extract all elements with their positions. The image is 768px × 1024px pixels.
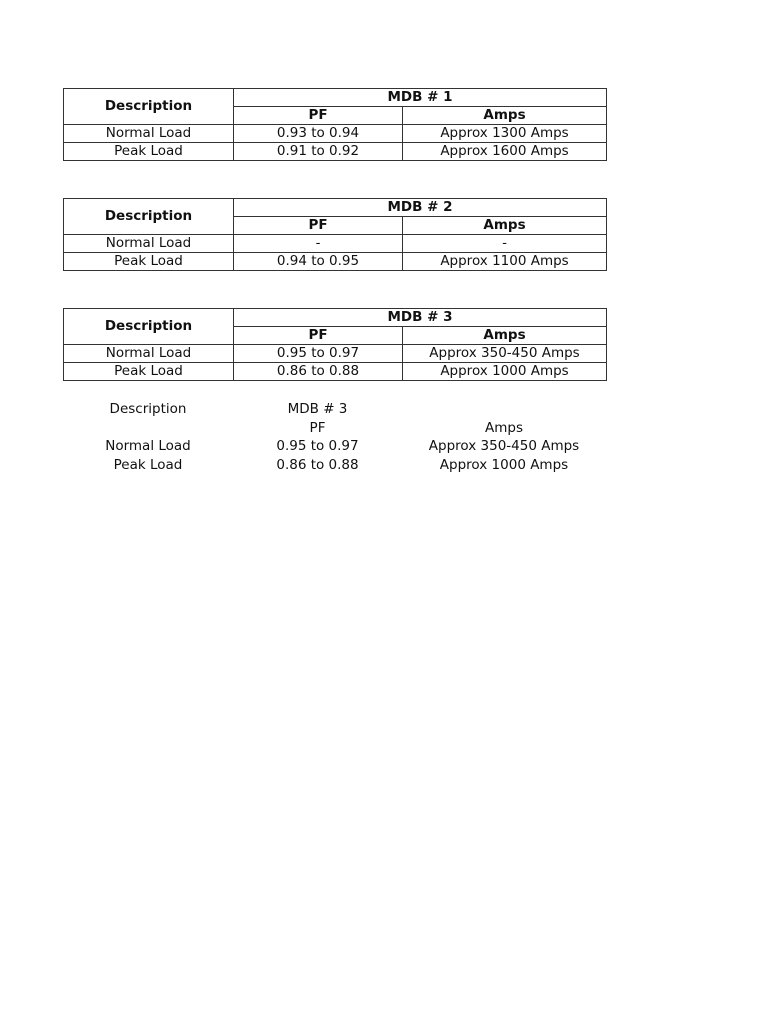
mdb-group-header: MDB # 3 [234, 309, 607, 327]
pf-value: 0.95 to 0.97 [234, 345, 403, 363]
description-header: Description [64, 89, 234, 125]
pf-header: PF [234, 107, 403, 125]
mdb-group-header: MDB # 2 [234, 199, 607, 217]
table-row [64, 143, 607, 161]
amps-value: Approx 1100 Amps [403, 253, 607, 271]
mdb-2-table [63, 198, 607, 271]
row-label: Peak Load [64, 143, 234, 161]
pf-value: 0.86 to 0.88 [234, 363, 403, 381]
mdb-1-table [63, 88, 607, 161]
description-header: Description [64, 199, 234, 235]
pf-value: 0.94 to 0.95 [234, 253, 403, 271]
row-label: Normal Load [64, 125, 234, 143]
row-label: Normal Load [64, 345, 234, 363]
table-row [64, 253, 607, 271]
amps-value: Approx 350-450 Amps [403, 345, 607, 363]
description-header: Description [109, 401, 187, 417]
row-label: Normal Load [64, 235, 234, 253]
amps-header: Amps [403, 107, 607, 125]
row-label: Peak Load [64, 363, 234, 381]
amps-header: Amps [485, 419, 523, 436]
mdb-group-header: MDB # 3 [287, 401, 348, 417]
description-header: Description [64, 309, 234, 345]
row-label: Normal Load [105, 438, 191, 454]
pf-value: 0.86 to 0.88 [276, 456, 359, 473]
amps-value: Approx 350-450 Amps [428, 438, 580, 454]
amps-value: Approx 1600 Amps [403, 143, 607, 161]
pf-value: 0.91 to 0.92 [234, 143, 403, 161]
pf-value: - [234, 235, 403, 253]
pf-value: 0.93 to 0.94 [234, 125, 403, 143]
table-row [64, 345, 607, 363]
amps-value: Approx 1000 Amps [439, 456, 569, 473]
pf-header: PF [309, 419, 326, 436]
table-row [63, 437, 606, 456]
mdb-3-plain-table [63, 400, 606, 474]
amps-value: - [403, 235, 607, 253]
amps-value: Approx 1000 Amps [403, 363, 607, 381]
amps-header: Amps [403, 217, 607, 235]
table-row [63, 456, 606, 475]
pf-value: 0.95 to 0.97 [276, 438, 359, 454]
mdb-group-header: MDB # 1 [234, 89, 607, 107]
row-label: Peak Load [113, 456, 183, 473]
pf-header: PF [234, 217, 403, 235]
row-label: Peak Load [64, 253, 234, 271]
plain-subheader-row [63, 419, 606, 438]
amps-value: Approx 1300 Amps [403, 125, 607, 143]
table-row [64, 125, 607, 143]
table-row [64, 235, 607, 253]
mdb-3-table [63, 308, 607, 381]
amps-header: Amps [403, 327, 607, 345]
plain-header-row [63, 400, 606, 419]
pf-header: PF [234, 327, 403, 345]
table-row [64, 363, 607, 381]
